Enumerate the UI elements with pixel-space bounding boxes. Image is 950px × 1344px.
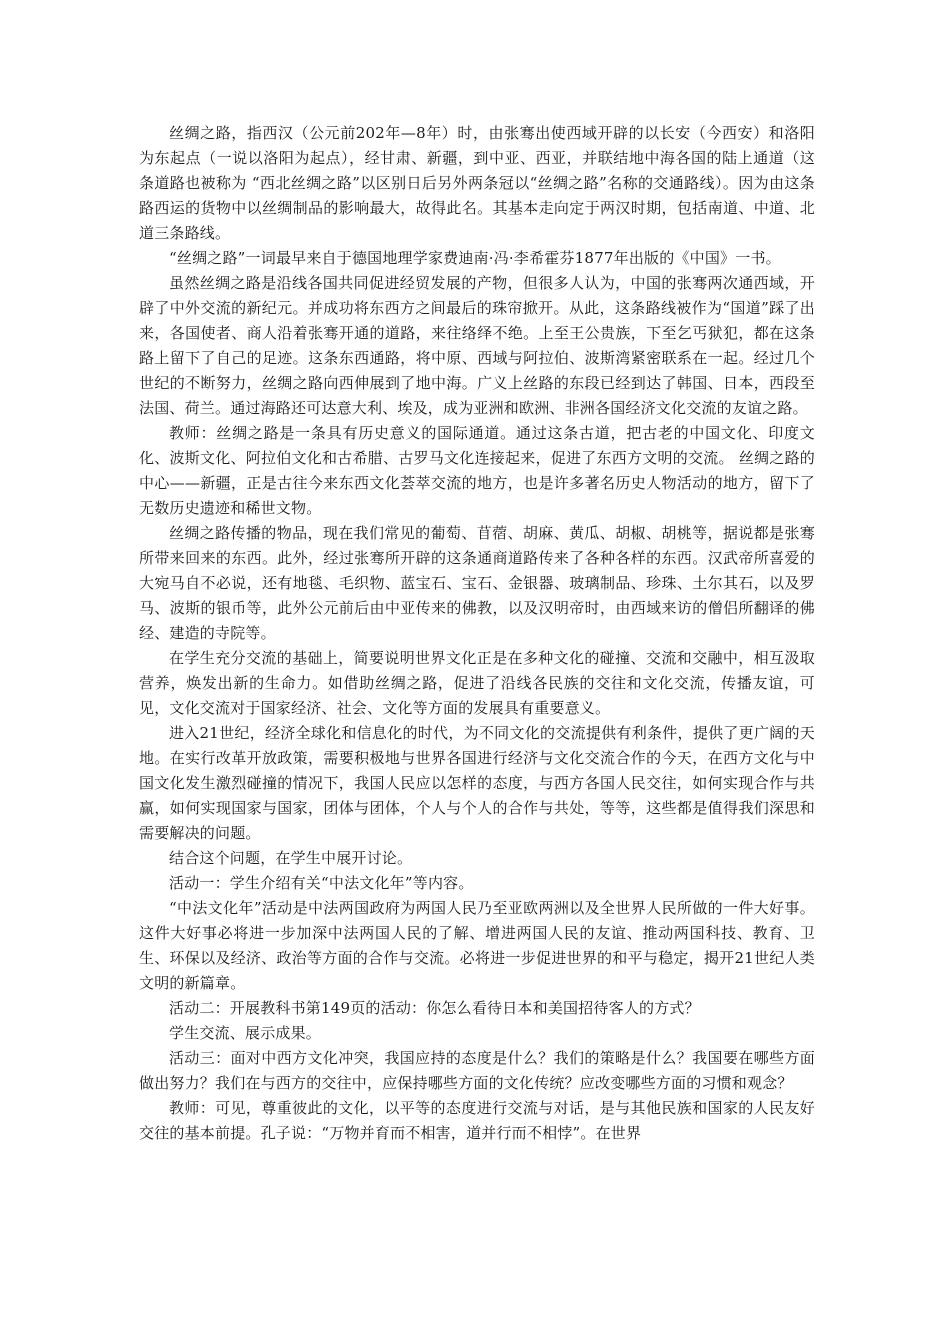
paragraph-discussion: 结合这个问题，在学生中展开讨论。 bbox=[169, 849, 413, 867]
paragraph-activity-one: 活动一：学生介绍有关“中法文化年”等内容。 bbox=[169, 874, 474, 892]
paragraph-activity-three: 活动三：面对中西方文化冲突，我国应持的态度是什么？我们的策略是什么？我国要在哪些方面做出努力？我们在与西方的交往中，应保持哪些方面的文化传统？应改变哪些方面的习惯和观念？ bbox=[139, 1049, 815, 1092]
paragraph-term-origin: “丝绸之路”一词最早来自于德国地理学家费迪南·冯·李希霍芬1877年出版的《中国》一书。 bbox=[169, 249, 781, 267]
paragraph-21st-century: 进入21世纪，经济全球化和信息化的时代，为不同文化的交流提供有利条件，提供了更广阔的天地。在实行改革开放政策，需要积极地与世界各国进行经济与文化交流合作的今天，在西方文化与中国文化发生激烈碰撞的情况下，我国人民应以怎样的态度，与西方各国人民交往，如何实现合作与共赢，如何实现国家与国家，团体与团体，个人与个人的合作与共处，等等，这些都是值得我们深思和需要解决的问题。 bbox=[139, 724, 815, 842]
paragraph-france-culture-year: “中法文化年”活动是中法两国政府为两国人民乃至亚欧两洲以及全世界人民所做的一件大好事。这件大好事必将进一步加深中法两国人民的了解、增进两国人民的友谊、推动两国科技、教育、卫生、环保以及经济、政治等方面的合作与交流。必将进一步促进世界的和平与稳定，揭开21世纪人类文明的新篇章。 bbox=[139, 899, 815, 992]
paragraph-zhang-qian: 虽然丝绸之路是沿线各国共同促进经贸发展的产物，但很多人认为，中国的张骞两次通西域，开辟了中外交流的新纪元。并成功将东西方之间最后的珠帘掀开。从此，这条路线被作为“国道”踩了出来，各国使者、商人沿着张骞开通的道路，来往络绎不绝。上至王公贵族，下至乞丐狱犯，都在这条路上留下了自己的足迹。这条东西通路，将中原、西域与阿拉伯、波斯湾紧密联系在一起。经过几个世纪的不断努力，丝绸之路向西伸展到了地中海。广义上丝路的东段已经到达了韩国、日本，西段至法国、荷兰。通过海路还可达意大利、埃及，成为亚洲和欧洲、非洲各国经济文化交流的友谊之路。 bbox=[139, 274, 815, 417]
paragraph-student-exchange: 学生交流、展示成果。 bbox=[169, 1024, 322, 1042]
paragraph-silk-road-definition: 丝绸之路，指西汉（公元前202年—8年）时，由张骞出使西域开辟的以长安（今西安）和洛阳为东起点（一说以洛阳为起点），经甘肃、新疆，到中亚、西亚，并联结地中海各国的陆上通道（这条道路也被称为 “西北丝绸之路”以区别日后另外两条冠以“丝绸之路”名称的交通路线）。因为由这条路西运的货物中以丝绸制品的影响最大，故得此名。其基本走向定于两汉时期，包括南道、中道、北道三条路线。 bbox=[139, 124, 815, 242]
paragraph-goods-spread: 丝绸之路传播的物品，现在我们常见的葡萄、苜蓿、胡麻、黄瓜、胡椒、胡桃等，据说都是张骞所带来回来的东西。此外，经过张骞所开辟的这条通商道路传来了各种各样的东西。汉武帝所喜爱的大宛马自不必说，还有地毯、毛织物、蓝宝石、宝石、金银器、玻璃制品、珍珠、土尔其石，以及罗马、波斯的银币等，此外公元前后由中亚传来的佛教，以及汉明帝时，由西域来访的僧侣所翻译的佛经、建造的寺院等。 bbox=[139, 524, 815, 642]
document-body bbox=[139, 121, 815, 1146]
paragraph-teacher-significance: 教师：丝绸之路是一条具有历史意义的国际通道。通过这条古道，把古老的中国文化、印度文化、波斯文化、阿拉伯文化和古希腊、古罗马文化连接起来，促进了东西方文明的交流。 丝绸之路的中心——新疆，正是古往今来东西文化荟萃交流的地方，也是许多著名历史人物活动的地方，留下了无数历史遗迹和稀世文物。 bbox=[139, 424, 815, 517]
paragraph-exchange-summary: 在学生充分交流的基础上，简要说明世界文化正是在多种文化的碰撞、交流和交融中，相互汲取营养，焕发出新的生命力。如借助丝绸之路，促进了沿线各民族的交往和文化交流，传播友谊，可见，文化交流对于国家经济、社会、文化等方面的发展具有重要意义。 bbox=[139, 649, 815, 717]
paragraph-teacher-conclusion: 教师：可见，尊重彼此的文化，以平等的态度进行交流与对话，是与其他民族和国家的人民友好交往的基本前提。孔子说：“万物并育而不相害，道并行而不相悖”。在世界 bbox=[139, 1099, 815, 1142]
paragraph-activity-two: 活动二：开展教科书第149页的活动：你怎么看待日本和美国招待客人的方式？ bbox=[169, 999, 700, 1017]
